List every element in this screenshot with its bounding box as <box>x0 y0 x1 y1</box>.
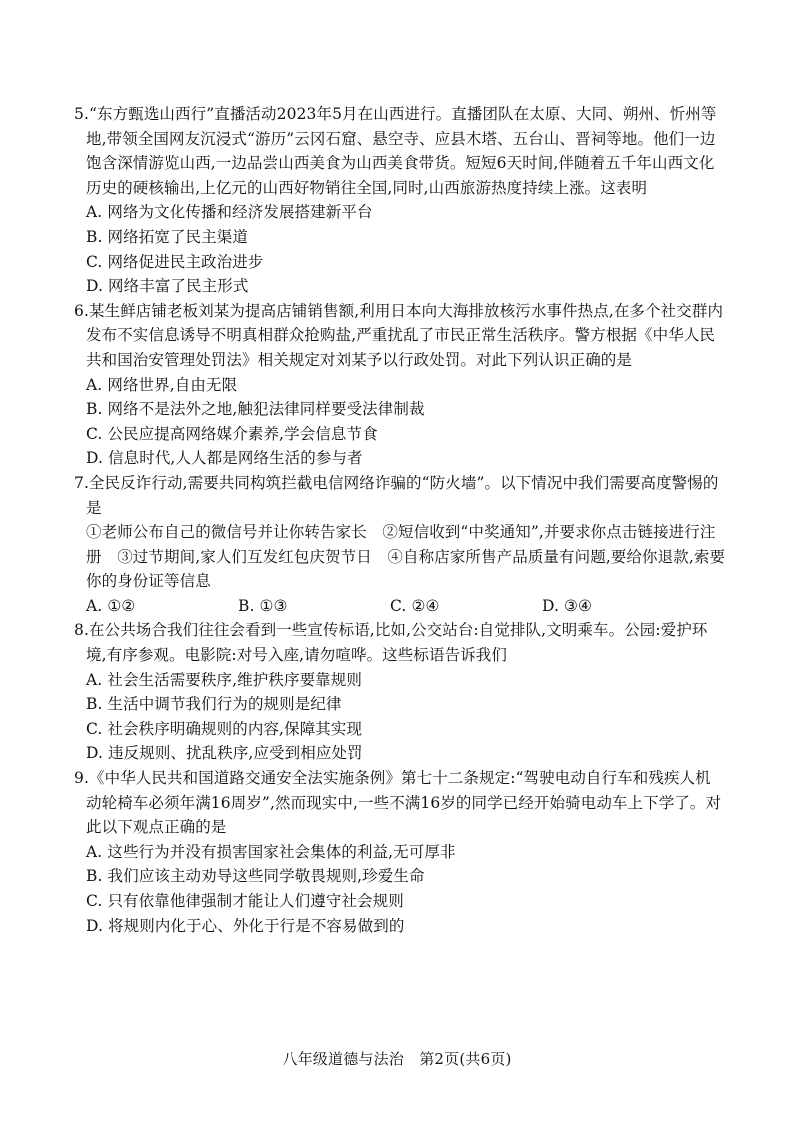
option-c: C. 只有依靠他律强制才能让人们遵守社会规则 <box>86 892 404 910</box>
option-c: C. 网络促进民主政治进步 <box>86 252 264 271</box>
question-statements: ①老师公布自己的微信号并让你转告家长 ②短信收到“中奖通知”,并要求你点击链接进行注册 ③过节期间,家人们互发红包庆贺节日 ④自称店家所售产品质量有问题,要给你退款,索要你的身份证等信息 <box>86 523 726 591</box>
question-9 <box>74 766 726 938</box>
option-a: A. 网络为文化传播和经济发展搭建新平台 <box>86 203 373 222</box>
option-b: B. 网络不是法外之地,触犯法律同样要受法律制裁 <box>86 400 425 419</box>
option-b: B. 生活中调节我们行为的规则是纪律 <box>86 695 342 714</box>
questions-area <box>74 102 726 938</box>
option-b: B. ①③ <box>238 596 288 615</box>
option-c: C. ②④ <box>390 596 440 615</box>
question-5 <box>74 102 726 299</box>
question-7 <box>74 471 726 619</box>
inline-options <box>86 594 726 619</box>
question-stem: 5.“东方甄选山西行”直播活动2023年5月在山西进行。直播团队在太原、大同、朔州、忻州等地,带领全国网友沉浸式“游历”云冈石窟、悬空寺、应县木塔、五台山、晋祠等地。他们一边饱含深情游览山西,一边品尝山西美食为山西美食带货。短短6天时间,伴随着五千年山西文化历史的硬核输出,上亿元的山西好物销往全国,同时,山西旅游热度持续上涨。这表明 <box>74 105 717 197</box>
option-b: B. 我们应该主动劝导这些同学敬畏规则,珍爱生命 <box>86 867 425 886</box>
option-d: D. 违反规则、扰乱秩序,应受到相应处罚 <box>86 744 363 763</box>
option-d: D. 信息时代,人人都是网络生活的参与者 <box>86 449 363 468</box>
question-8 <box>74 618 726 766</box>
question-stem: 8.在公共场合我们往往会看到一些宣传标语,比如,公交站台:自觉排队,文明乘车。公园:爱护环境,有序参观。电影院:对号入座,请勿喧哗。这些标语告诉我们 <box>74 621 708 665</box>
option-a: A. 这些行为并没有损害国家社会集体的利益,无可厚非 <box>86 842 456 861</box>
option-a: A. ①② <box>86 596 136 615</box>
question-stem: 9.《中华人民共和国道路交通安全法实施条例》第七十二条规定:“驾驶电动自行车和残疾人机动轮椅车必须年满16周岁”,然而现实中,一些不满16岁的同学已经开始骑电动车上下学了。对此以下观点正确的是 <box>74 769 722 837</box>
page-footer: 八年级道德与法治 第2页(共6页) <box>282 1050 512 1068</box>
option-a: A. 网络世界,自由无限 <box>86 375 238 394</box>
option-a: A. 社会生活需要秩序,维护秩序要靠规则 <box>86 670 362 689</box>
question-stem: 6.某生鲜店铺老板刘某为提高店铺销售额,利用日本向大海排放核污水事件热点,在多个社交群内发布不实信息诱导不明真相群众抢购盐,严重扰乱了市民正常生活秩序。警方根据《中华人民共和国治安管理处罚法》相关规定对刘某予以行政处罚。对此下列认识正确的是 <box>74 301 724 369</box>
question-6 <box>74 299 726 471</box>
option-d: D. 将规则内化于心、外化于行是不容易做到的 <box>86 916 405 935</box>
option-c: C. 社会秩序明确规则的内容,保障其实现 <box>86 719 363 738</box>
question-stem: 7.全民反诈行动,需要共同构筑拦截电信网络诈骗的“防火墙”。以下情况中我们需要高度警惕的是 <box>74 473 719 517</box>
option-d: D. 网络丰富了民主形式 <box>86 277 249 296</box>
option-d: D. ③④ <box>542 596 593 615</box>
option-b: B. 网络拓宽了民主渠道 <box>86 227 248 246</box>
option-c: C. 公民应提高网络媒介素养,学会信息节食 <box>86 424 378 443</box>
